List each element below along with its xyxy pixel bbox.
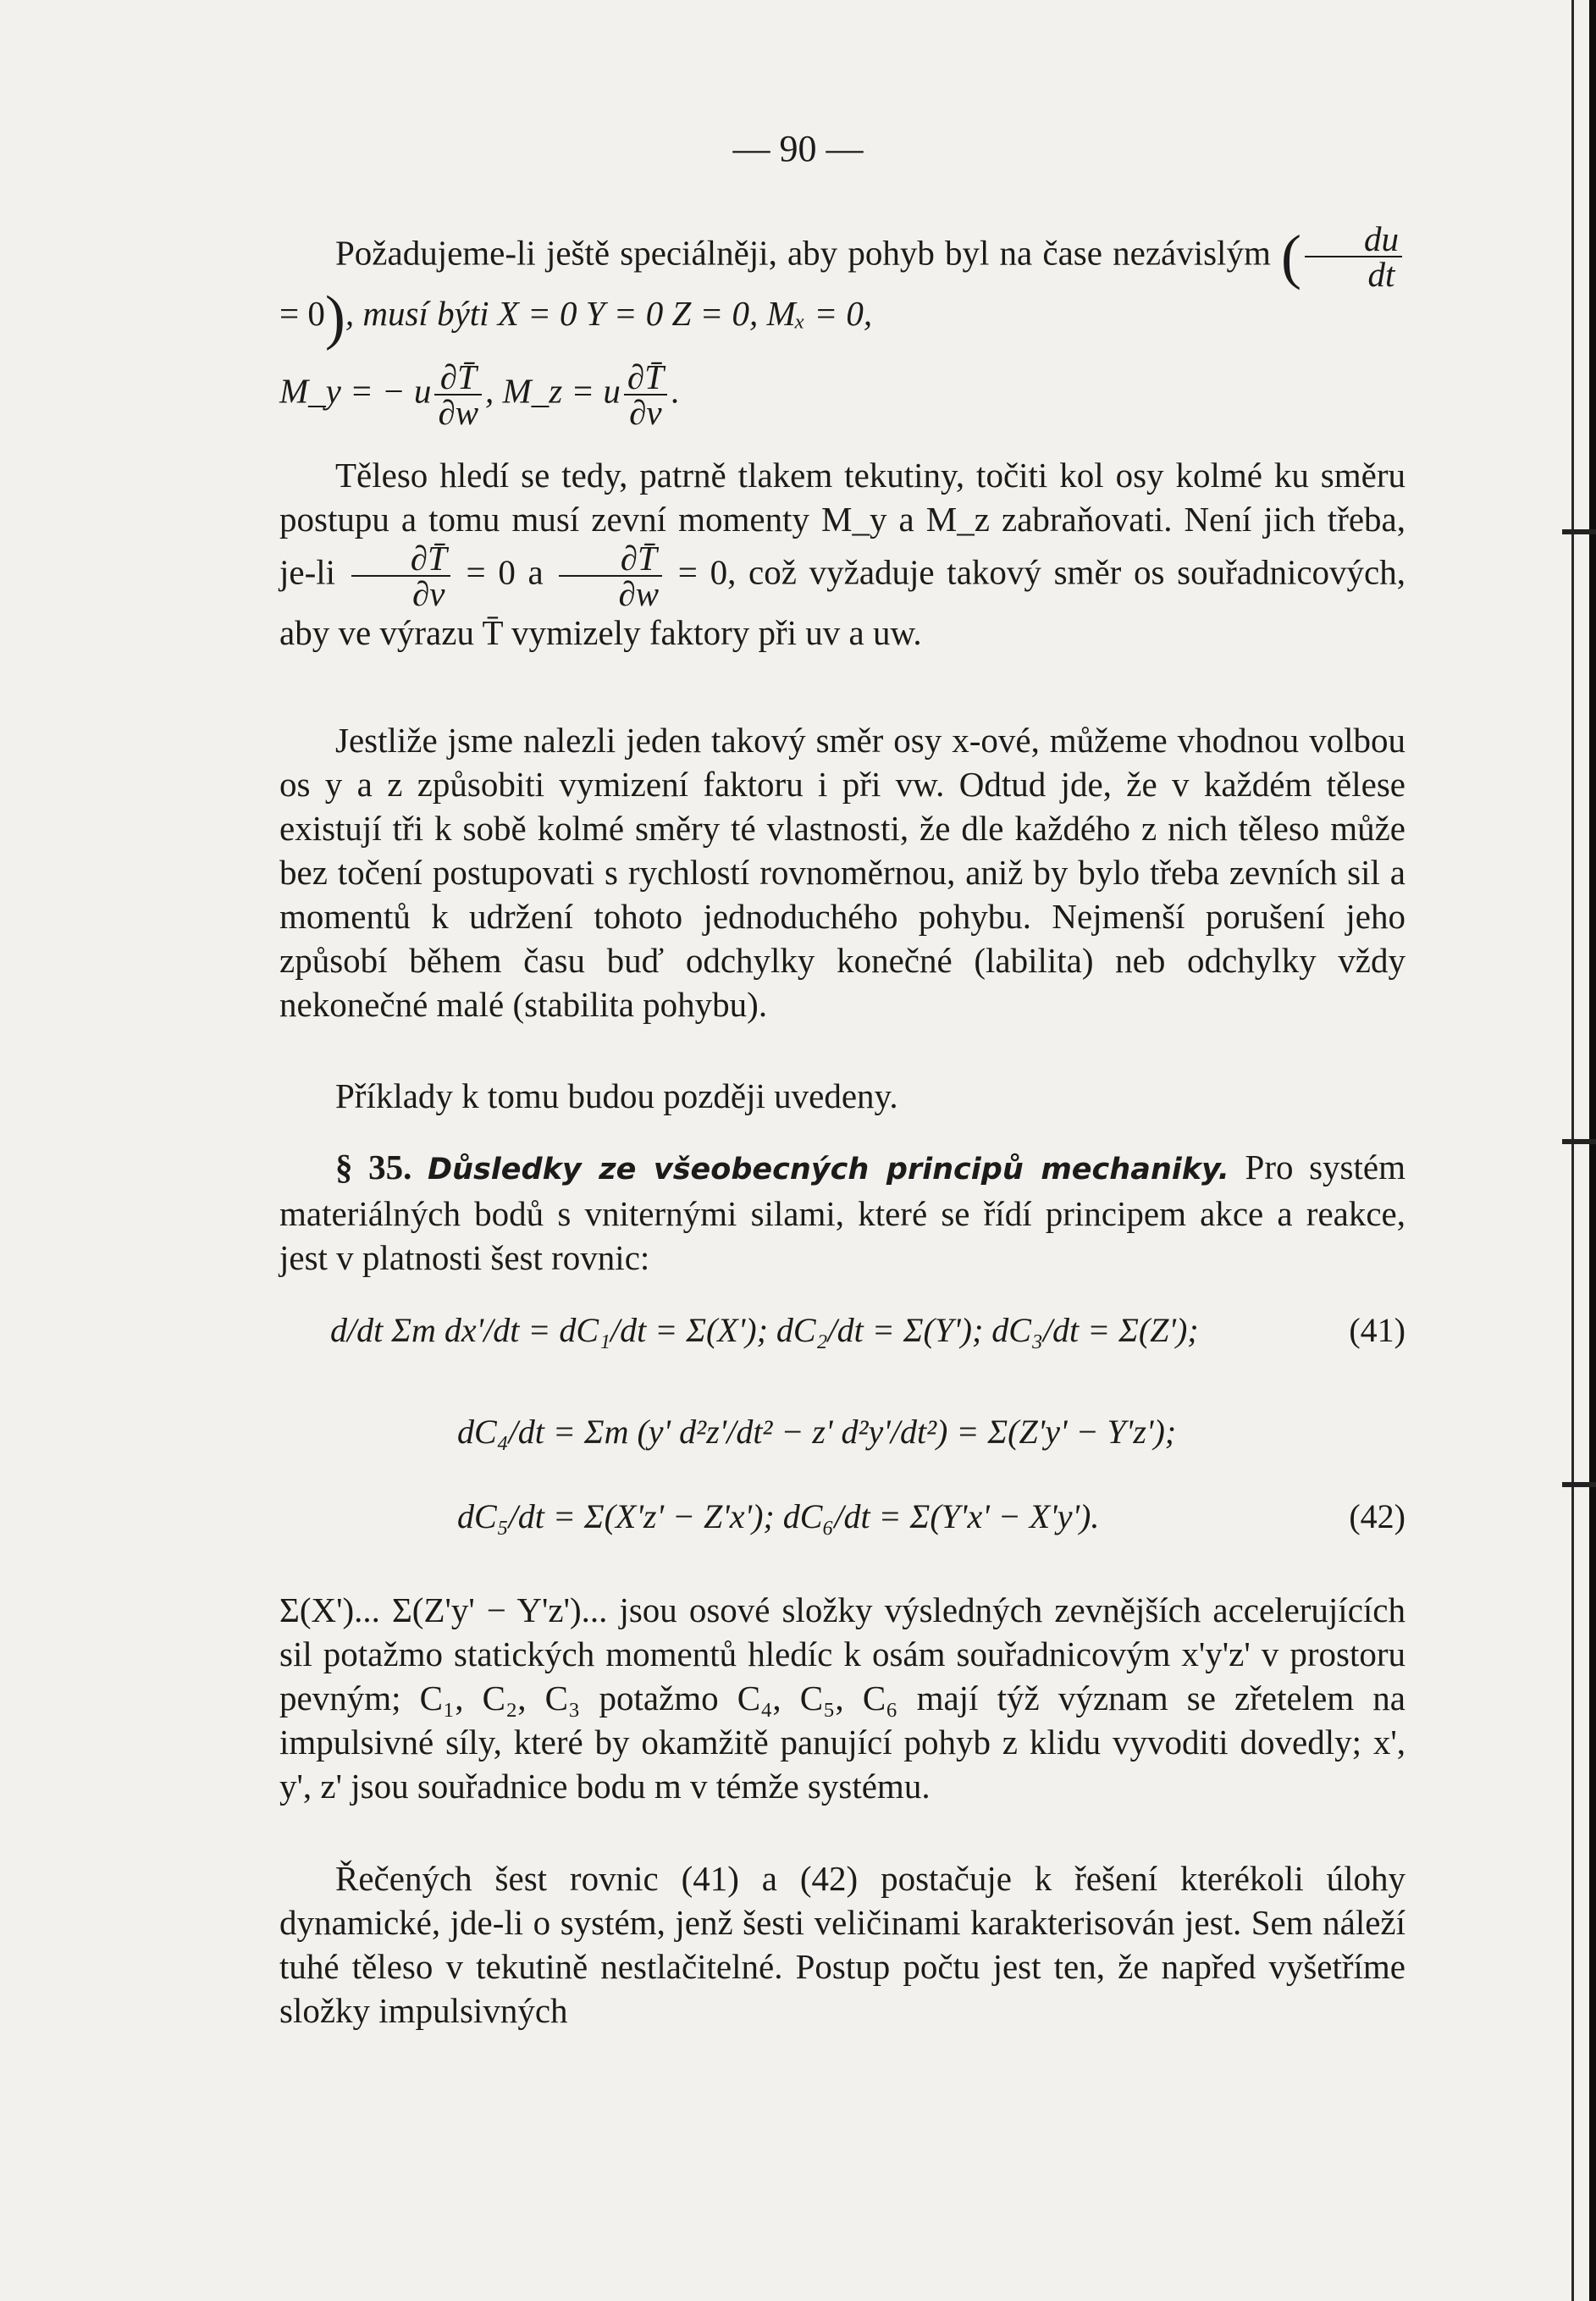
edge-tick bbox=[1562, 1482, 1596, 1487]
p2-mid: = 0 a bbox=[453, 552, 556, 592]
paragraph-6: Řečených šest rovnic (41) a (42) postačuje k řešení kterékoli úlohy dynamické, jde-li o systém, jenž šesti veličinami karakterisován jest. Sem náleží tuhé těleso v tekutině nestlačitelné. Postup počtu jest ten, že napřed vyšetříme složky impulsivných bbox=[279, 1859, 1405, 2030]
paren-right: ) bbox=[324, 283, 345, 351]
p1-eq: = 0 bbox=[279, 294, 325, 333]
equation-42 bbox=[279, 1474, 1405, 1558]
p2-text-a: Těleso hledí se tedy, patrně tlakem tekutiny, točiti kol osy kolmé ku směru postupu a tomu musí zevní momenty M_y a M_z zabraňovati. Není jich třeba, je-li bbox=[279, 456, 1405, 592]
paren-left: ( bbox=[1281, 223, 1301, 290]
fraction-du-dt bbox=[1305, 219, 1402, 294]
my-expr: M_y = − u bbox=[279, 371, 432, 411]
p2-text-b: = 0, což vyžaduje takový směr os souřadnicových, aby ve výrazu T̄ vymizely faktory při uv a uw. bbox=[279, 552, 1406, 652]
frac-den: ∂v bbox=[412, 574, 445, 613]
paragraph-2 bbox=[279, 453, 1405, 655]
section-number: § 35. bbox=[335, 1148, 412, 1186]
page-number: — 90 — bbox=[732, 128, 864, 169]
paragraph-1 bbox=[279, 219, 1405, 351]
section-title: Důsledky ze všeobecných principů mechaniky. bbox=[428, 1153, 1229, 1186]
frac-num: ∂T̄ bbox=[559, 541, 662, 577]
fraction-dT-dv-2 bbox=[351, 541, 450, 611]
section-text: Pro systém materiálných bodů s vniternými silami, které se řídí principem akce a reakce, jest v platnosti šest rovnic: bbox=[279, 1148, 1405, 1277]
fraction-dT-dv bbox=[624, 357, 667, 432]
frac-den: ∂w bbox=[438, 393, 479, 432]
dot: . bbox=[670, 371, 680, 411]
frac-den: dt bbox=[1367, 255, 1395, 294]
frac-den: ∂w bbox=[618, 574, 660, 613]
p1-text-b: , musí býti X = 0 Y = 0 Z = 0, Mₓ = 0, bbox=[345, 294, 873, 333]
frac-den: ∂v bbox=[629, 393, 662, 432]
frac-num: ∂T̄ bbox=[434, 360, 482, 395]
paragraph-4: Příklady k tomu budou později uvedeny. bbox=[335, 1076, 898, 1115]
fraction-dT-dw bbox=[434, 357, 482, 432]
paragraph-5: Σ(X')... Σ(Z'y' − Y'z')... jsou osové složky výsledných zevnějších accelerujících sil potažmo statických momentů hledíc k osám souřadnicovým x'y'z' v prostoru pevným; C₁, C₂, C₃ potažmo C₄, C₅, C₆ mají týž význam se zřetelem na impulsivné síly, které by okamžitě panující pohyb z klidu vyvoditi dovedly; x', y', z' jsou souřadnice bodu m v témže systému. bbox=[279, 1590, 1405, 1806]
fraction-dT-dw-2 bbox=[559, 541, 662, 611]
frac-num: du bbox=[1305, 222, 1402, 257]
equation-moments bbox=[279, 357, 1405, 432]
equation-41 bbox=[279, 1287, 1405, 1372]
equation-42-label: (42) bbox=[1349, 1496, 1405, 1535]
edge-tick bbox=[1562, 1139, 1596, 1144]
equation-41-label: (41) bbox=[1349, 1310, 1405, 1349]
edge-tick bbox=[1562, 529, 1596, 534]
page-edge-line bbox=[1571, 0, 1574, 2301]
paragraph-3: Jestliže jsme nalezli jeden takový směr osy x-ové, můžeme vhodnou volbou os y a z způsobiti vymizení faktoru i při vw. Odtud jde, že v každém tělese existují tři k sobě kolmé směry té vlastnosti, že dle každého z nich těleso může bez točení postupovati s rychlostí rovnoměrnou, aniž by bylo třeba zevních sil a momentů k udržení tohoto jednoduchého pohybu. Nejmenší porušení jeho způsobí během času buď odchylky konečné (labilita) neb odchylky vždy nekonečné malé (stabilita pohybu). bbox=[279, 721, 1405, 1024]
equation-c4-body: dC₄/dt = Σm (y' d²z'/dt² − z' d²y'/dt²) = Σ(Z'y' − Y'z'); bbox=[457, 1412, 1177, 1451]
equation-42-body: dC₅/dt = Σ(X'z' − Z'x'); dC₆/dt = Σ(Y'x' − X'y'). bbox=[457, 1496, 1100, 1535]
section-35 bbox=[279, 1145, 1405, 1280]
equations bbox=[279, 1287, 1405, 1558]
mz-expr: , M_z = u bbox=[485, 371, 621, 411]
page-edge-dark bbox=[1589, 0, 1596, 2301]
p1-text-a: Požadujeme-li ještě speciálněji, aby pohyb byl na čase nezávislým bbox=[335, 233, 1282, 273]
frac-num: ∂T̄ bbox=[351, 541, 450, 577]
equation-c4 bbox=[279, 1389, 1405, 1474]
equation-41-body: d/dt Σm dx'/dt = dC₁/dt = Σ(X'); dC₂/dt = Σ(Y'); dC₃/dt = Σ(Z'); bbox=[330, 1310, 1199, 1349]
frac-num: ∂T̄ bbox=[624, 360, 667, 395]
